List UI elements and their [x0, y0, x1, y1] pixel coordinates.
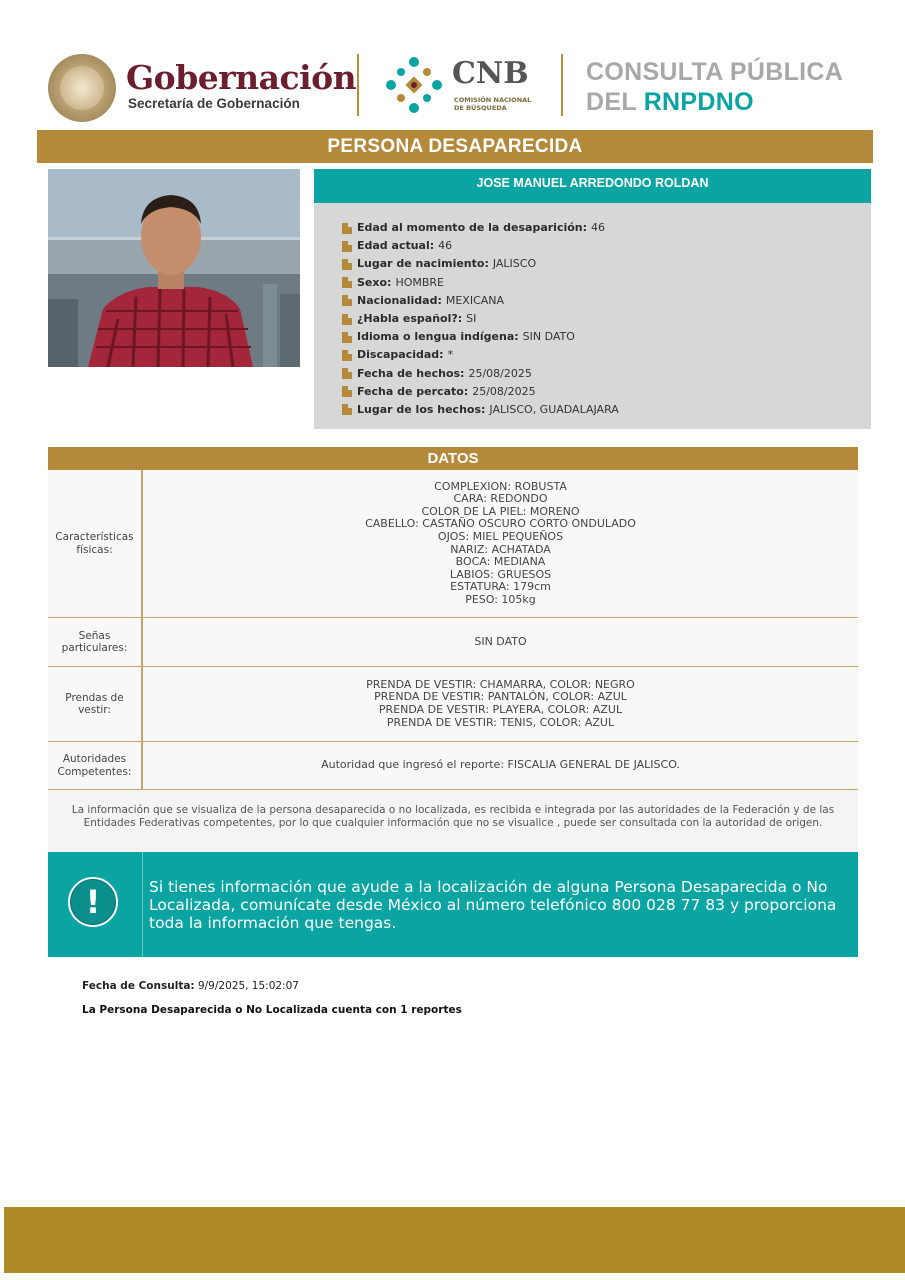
row-value: COMPLEXION: ROBUSTA CARA: REDONDO COLOR DE LA PIEL: MORENO CABELLO: CASTAÑO OSCURO CORTO ONDULADO OJOS: MIEL PEQUEÑOS NARIZ: ACHATADA BOCA: MEDIANA LABIOS: GRUESOS ESTATURA: 179cm PESO: 105kg: [365, 479, 636, 606]
gobernacion-subtitle: Secretaría de Gobernación: [128, 96, 300, 111]
row-value: PRENDA DE VESTIR: CHAMARRA, COLOR: NEGRO PRENDA DE VESTIR: PANTALÓN, COLOR: AZUL PRENDA DE VESTIR: PLAYERA, COLOR: AZUL PRENDA DE VESTIR: TENIS, COLOR: AZUL: [366, 677, 635, 729]
field-row: Edad actual: 46: [342, 237, 862, 255]
document-icon: [342, 404, 352, 415]
alert-icon-column: [48, 852, 143, 957]
table-row: [48, 742, 858, 790]
field-row: Idioma o lengua indígena: SIN DATO: [342, 328, 862, 346]
disclaimer-text: La información que se visualiza de la persona desaparecida o no localizada, es recibida e integrada por las autoridades de la Federación y de las Entidades Federativas competentes, por lo que cualquier información que no se visualice , puede ser consultada con la autoridad de origen.: [48, 790, 858, 852]
row-label: Características físicas:: [48, 470, 143, 617]
gobernacion-title: Gobernación: [126, 58, 357, 97]
document-icon: [342, 386, 352, 397]
cnb-subtitle: COMISIÓN NACIONAL DE BÚSQUEDA: [454, 96, 532, 112]
document-icon: [342, 241, 352, 252]
cnb-title: CNB: [452, 56, 529, 91]
row-label: Señas particulares:: [48, 618, 143, 666]
row-value: Autoridad que ingresó el reporte: FISCALIA GENERAL DE JALISCO.: [321, 758, 680, 772]
document-icon: [342, 368, 352, 379]
document-icon: [342, 277, 352, 288]
header-divider: [561, 54, 563, 116]
field-row: Sexo: HOMBRE: [342, 274, 862, 292]
person-name: JOSE MANUEL ARREDONDO ROLDAN: [314, 169, 871, 203]
person-info-card: [314, 169, 871, 429]
datos-table: [48, 447, 858, 790]
consulta-publica-title: CONSULTA PÚBLICA: [586, 58, 844, 86]
footer-band: [4, 1207, 905, 1273]
field-row: ¿Habla español?: SI: [342, 310, 862, 328]
field-row: Lugar de los hechos: JALISCO, GUADALAJARA: [342, 401, 862, 419]
cnb-logo-icon: [383, 54, 445, 116]
field-row: Fecha de percato: 25/08/2025: [342, 383, 862, 401]
person-photo: [48, 169, 300, 367]
consult-date: Fecha de Consulta: 9/9/2025, 15:02:07: [82, 980, 299, 992]
contact-alert: [48, 852, 858, 957]
table-row: [48, 470, 858, 618]
document-icon: [342, 223, 352, 234]
document-icon: [342, 314, 352, 325]
exclamation-icon: !: [68, 877, 118, 927]
table-row: [48, 667, 858, 742]
header-divider: [357, 54, 359, 116]
document-icon: [342, 350, 352, 361]
row-value: SIN DATO: [474, 634, 527, 648]
alert-message: Si tienes información que ayude a la localización de alguna Persona Desaparecida o No Localizada, comunícate desde México al número telefónico 800 028 77 83 y proporciona toda la información que tengas.: [149, 878, 837, 932]
row-label: Autoridades Competentes:: [48, 742, 143, 789]
reports-count: La Persona Desaparecida o No Localizada cuenta con 1 reportes: [82, 1004, 462, 1016]
document-icon: [342, 259, 352, 270]
field-row: Fecha de hechos: 25/08/2025: [342, 365, 862, 383]
mexico-seal-logo: [48, 54, 116, 122]
document-icon: [342, 332, 352, 343]
person-fields: [342, 219, 862, 419]
row-label: Prendas de vestir:: [48, 667, 143, 741]
field-row: Lugar de nacimiento: JALISCO: [342, 255, 862, 273]
field-row: Nacionalidad: MEXICANA: [342, 292, 862, 310]
field-row: Edad al momento de la desaparición: 46: [342, 219, 862, 237]
datos-heading: DATOS: [48, 447, 858, 470]
table-row: [48, 618, 858, 667]
field-row: Discapacidad: *: [342, 346, 862, 364]
rnpdno-title: DEL RNPDNO: [586, 88, 754, 116]
page-title: PERSONA DESAPARECIDA: [37, 130, 873, 163]
page-header: [0, 40, 905, 130]
document-icon: [342, 295, 352, 306]
